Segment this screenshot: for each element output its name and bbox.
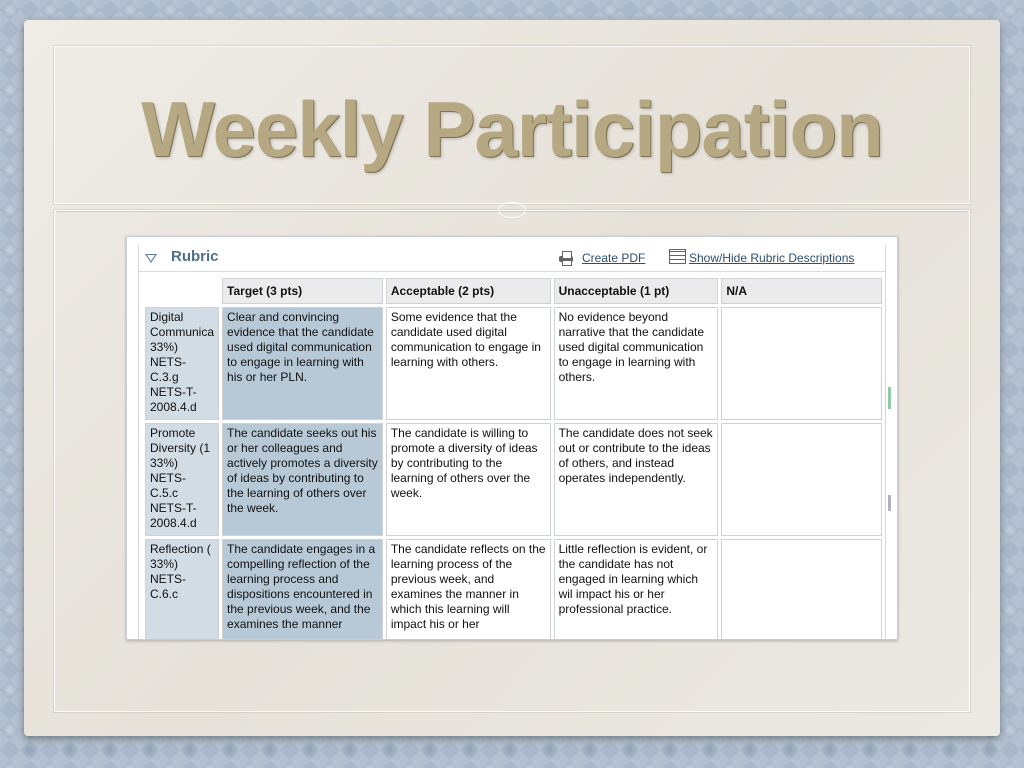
printer-icon[interactable] xyxy=(559,251,573,264)
printer-paper-top xyxy=(562,251,572,259)
table-row xyxy=(145,307,882,420)
grid-icon[interactable] xyxy=(669,249,686,264)
na-cell[interactable] xyxy=(721,307,882,420)
column-header-na: N/A xyxy=(721,278,882,304)
na-cell[interactable] xyxy=(721,539,882,639)
unacceptable-cell[interactable]: The candidate does not seek out or contribute to the ideas of others, and instead operates independently. xyxy=(554,423,719,536)
collapse-triangle-inner xyxy=(147,255,155,261)
unacceptable-cell[interactable]: No evidence beyond narrative that the candidate used digital communication to engage in learning with others. xyxy=(554,307,719,420)
printer-paper-bottom xyxy=(562,260,572,266)
na-cell[interactable] xyxy=(721,423,882,536)
edge-marker xyxy=(888,495,891,511)
column-header-unacceptable: Unacceptable (1 pt) xyxy=(554,278,719,304)
acceptable-cell[interactable]: The candidate is willing to promote a diversity of ideas by contributing to the learning of others over the week. xyxy=(386,423,551,536)
create-pdf-link[interactable]: Create PDF xyxy=(582,251,646,265)
criterion-label: Digital Communica 33%) NETS- C.3.g NETS-T- 2008.4.d xyxy=(150,310,215,414)
column-header-acceptable: Acceptable (2 pts) xyxy=(386,278,551,304)
slide-title: Weekly Participation xyxy=(141,85,883,173)
window-edge xyxy=(886,237,897,639)
criterion-cell xyxy=(145,423,219,536)
target-cell[interactable]: The candidate engages in a compelling reflection of the learning process and dispositions encountered in the previous week, and the examines the manner xyxy=(222,539,383,639)
unacceptable-cell[interactable]: Little reflection is evident, or the candidate has not engaged in learning which wil impact his or her professional practice. xyxy=(554,539,719,639)
target-cell[interactable]: The candidate seeks out his or her colleagues and actively promotes a diversity of ideas by contributing to the learning of others over the week. xyxy=(222,423,383,536)
corner-cell xyxy=(145,278,219,304)
rubric-table xyxy=(142,275,885,639)
criterion-label: Reflection ( 33%) NETS- C.6.c xyxy=(150,542,211,601)
criterion-cell xyxy=(145,307,219,420)
rubric-screenshot xyxy=(126,236,898,640)
target-cell[interactable]: Clear and convincing evidence that the candidate used digital communication to engage in learning with his or her PLN. xyxy=(222,307,383,420)
edge-marker xyxy=(888,387,891,409)
show-hide-descriptions-link[interactable]: Show/Hide Rubric Descriptions xyxy=(689,251,855,265)
criterion-label: Promote Diversity (1 33%) NETS- C.5.c NETS-T- 2008.4.d xyxy=(150,426,211,530)
table-row xyxy=(145,423,882,536)
rubric-panel xyxy=(138,245,886,639)
divider-ornament xyxy=(498,202,526,218)
rubric-header xyxy=(139,245,885,272)
criterion-cell xyxy=(145,539,219,639)
acceptable-cell[interactable]: The candidate reflects on the learning process of the previous week, and examines the manner in which this learning will impact his or her xyxy=(386,539,551,639)
column-header-target: Target (3 pts) xyxy=(222,278,383,304)
rubric-title: Rubric xyxy=(171,248,219,265)
rubric-header-row xyxy=(145,278,882,304)
table-row xyxy=(145,539,882,639)
acceptable-cell[interactable]: Some evidence that the candidate used digital communication to engage in learning with others. xyxy=(386,307,551,420)
